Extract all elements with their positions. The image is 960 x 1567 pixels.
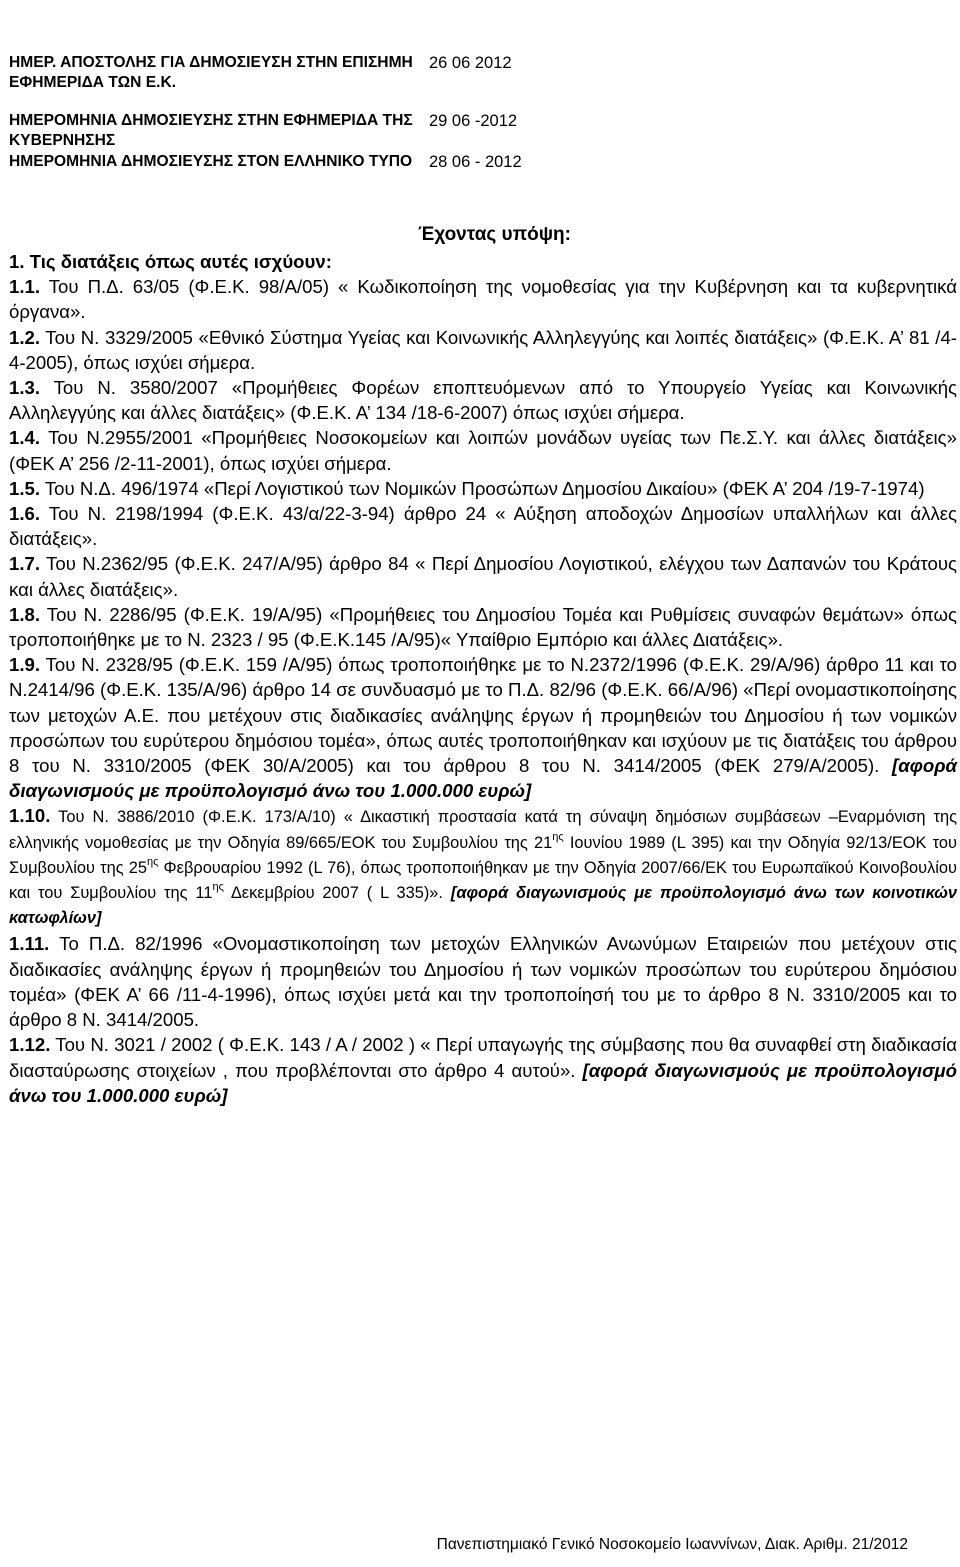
ordinal-suffix: ης [552,830,564,843]
item-1-11 [9,931,957,1032]
dates-row [9,111,569,151]
item-number: 1.2. [9,326,41,348]
item-1-6 [9,501,957,551]
item-1-9 [9,652,957,803]
dates-row-label: ΗΜΕΡΟΜΗΝΙΑ ΔΗΜΟΣΙΕΥΣΗΣ ΣΤΗΝ ΕΦΗΜΕΡΙΔΑ ΤΗΣ ΚΥΒΕΡΝΗΣΗΣ [9,112,413,149]
item-number: 1.11. [9,933,50,955]
item-number: 1.6. [9,503,41,525]
dates-row-label: ΗΜΕΡΟΜΗΝΙΑ ΔΗΜΟΣΙΕΥΣΗΣ ΣΤΟΝ ΕΛΛΗΝΙΚΟ ΤΥΠΟ [9,153,413,170]
item-number: 1.10. [9,805,51,827]
item-1-5 [9,476,957,501]
document-body [9,249,957,1108]
item-number: 1.7. [9,553,41,575]
page-footer: Πανεπιστημιακό Γενικό Νοσοκομείο Ιωαννίνων, Διακ. Αριθμ. 21/2012 [436,1536,908,1553]
item-text: Φεβρουαρίου 1992 (L 76), όπως τροποποιήθηκαν με την Οδηγία 2007/66/ΕΚ του Ευρωπαϊκού Κοινοβουλίου και του Συμβουλίου της 11 [9,858,957,903]
item-1-4 [9,425,957,475]
document-page [9,53,957,1108]
item-text: Του Ν.2362/95 (Φ.Ε.Κ. 247/Α/95) άρθρο 84 « Περί Δημοσίου Λογιστικού, ελέγχου των Δαπανών του Κράτους και άλλες διατάξεις». [9,553,957,600]
item-1-8 [9,602,957,652]
item-note: [αφορά διαγωνισμούς με προϋπολογισμό άνω των κοινοτικών κατωφλίων] [9,884,958,928]
item-number: 1.5. [9,477,41,499]
dates-row-date: 29 06 -2012 [429,112,518,130]
ordinal-suffix: ης [146,855,159,868]
item-number: 1.12. [9,1034,51,1056]
item-text: Του Ν. 2198/1994 (Φ.Ε.Κ. 43/α/22-3-94) άρθρο 24 « Αύξηση αποδοχών Δημοσίων υπαλλήλων και άλλες διατάξεις». [9,503,957,550]
item-1-1 [9,274,957,324]
item-note: [αφορά διαγωνισμούς με προϋπολογισμό άνω του 1.000.000 ευρώ] [9,755,957,802]
section-title: Έχοντας υπόψη: [418,224,571,245]
publication-dates-table [9,53,569,172]
item-text: Του Ν. 3580/2007 «Προμήθειες Φορέων εποπτευόμενων από το Υπουργείο Υγείας και Κοινωνικής Αλληλεγγύης και άλλες διατάξεις» (Φ.Ε.Κ. Α’ 134 /18-6-2007) όπως ισχύει σήμερα. [9,377,957,424]
dates-row-date: 26 06 2012 [429,54,512,72]
item-text: Δεκεμβρίου 2007 ( L 335)». [223,884,451,903]
dates-row-label: ΗΜΕΡ. ΑΠΟΣΤΟΛΗΣ ΓΙΑ ΔΗΜΟΣΙΕΥΣΗ ΣΤΗΝ ΕΠΙΣΗΜΗ ΕΦΗΜΕΡΙΔΑ ΤΩΝ Ε.Κ. [9,54,413,91]
item-text: Του Ν.2955/2001 «Προμήθειες Νοσοκομείων και λοιπών μονάδων υγείας των Πε.Σ.Υ. και άλλες διατάξεις» (ΦΕΚ Α’ 256 /2-11-2001), όπως ισχύει σήμερα. [9,427,957,474]
item-text: Του Ν. 2328/95 (Φ.Ε.Κ. 159 /Α/95) όπως τροποποιήθηκε με το Ν.2372/1996 (Φ.Ε.Κ. 29/Α/96) άρθρο 11 και το Ν.2414/96 (Φ.Ε.Κ. 135/Α/96) άρθρο 14 σε συνδυασμό με το Π.Δ. 82/96 (Φ.Ε.Κ. 66/Α/96) «Περί ονομαστικοποίησης των μετοχών Α.Ε. που μετέχουν στις διαδικασίες ανάληψης έργων ή προμηθειών του Δημοσίου ή των νομικών προσώπων του ευρύτερου δημόσιου τομέα», όπως αυτές τροποποιήθηκαν και ισχύουν με τις διατάξεις του άρθρου 8 του Ν. 3310/2005 (ΦΕΚ 30/Α/2005) και του άρθρου 8 του Ν. 3414/2005 (ΦΕΚ 279/Α/2005). [9,654,957,777]
item-number: 1.9. [9,654,41,676]
item-text: Του Ν. 3886/2010 (Φ.Ε.Κ. 173/Α/10) « Δικαστική προστασία κατά τη σύναψη δημόσιων συμβάσεων –Εναρμόνιση της ελληνικής νομοθεσίας με την Οδηγία 89/665/ΕΟΚ του Συμβουλίου της 21 [9,808,957,852]
item-text: Του Ν. 3021 / 2002 ( Φ.Ε.Κ. 143 / Α / 2002 ) « Περί υπαγωγής της σύμβασης που θα συναφθεί στη διαδικασία διασταύρωσης στοιχείων , που προβλέπονται στο άρθρο 4 αυτού». [9,1034,957,1081]
dates-row [9,53,569,93]
item-1-12 [9,1032,957,1108]
item-number: 1.8. [9,603,41,625]
item-heading: 1. Τις διατάξεις όπως αυτές ισχύουν: [9,251,332,272]
item-note: [αφορά διαγωνισμούς με προϋπολογισμό άνω του 1.000.000 ευρώ] [9,1059,957,1106]
ordinal-suffix: ης [212,881,224,894]
item-text: Ιουνίου 1989 (L 395) και την Οδηγία 92/13/ΕΟΚ του Συμβουλίου της 25 [9,833,957,877]
dates-row-date: 28 06 - 2012 [429,153,522,171]
item-text: Του Ν. 3329/2005 «Εθνικό Σύστημα Υγείας και Κοινωνικής Αλληλεγγύης και λοιπές διατάξεις» (Φ.Ε.Κ. Α’ 81 /4-4-2005), όπως ισχύει σήμερα. [9,326,957,373]
item-1-10 [9,803,957,931]
item-1-2 [9,325,957,375]
item-1-7 [9,551,957,601]
item-text: Του Ν. 2286/95 (Φ.Ε.Κ. 19/Α/95) «Προμήθειες του Δημοσίου Τομέα και Ρυθμίσεις συναφών θεμάτων» όπως τροποποιήθηκε με το Ν. 2323 / 95 (Φ.Ε.Κ.145 /Α/95)« Υπαίθριο Εμπόριο και άλλες Διατάξεις». [9,603,957,651]
item-1-3 [9,375,957,425]
item-text: Του Π.Δ. 63/05 (Φ.Ε.Κ. 98/Α/05) « Κωδικοποίηση της νομοθεσίας για την Κυβέρνηση και τα κυβερνητικά όργανα». [9,276,957,323]
dates-row [9,152,569,172]
item-number: 1.3. [9,377,41,399]
item-number: 1.4. [9,427,41,449]
item-text: Του Ν.Δ. 496/1974 «Περί Λογιστικού των Νομικών Προσώπων Δημοσίου Δικαίου» (ΦΕΚ Α’ 204 /19-7-1974) [40,477,925,499]
item-number: 1.1. [9,276,41,298]
item-text: Το Π.Δ. 82/1996 «Ονομαστικοποίηση των μετοχών Ελληνικών Ανωνύμων Εταιρειών που μετέχουν στις διαδικασίες ανάληψης έργων ή προμηθειών του Δημοσίου ή των νομικών προσώπων του ευρύτερου δημόσιου τομέα» (ΦΕΚ Α’ 66 /11-4-1996), όπως ισχύει μετά και την τροποποίησή του με το άρθρο 8 Ν. 3310/2005 και το άρθρο 8 Ν. 3414/2005. [9,933,957,1031]
